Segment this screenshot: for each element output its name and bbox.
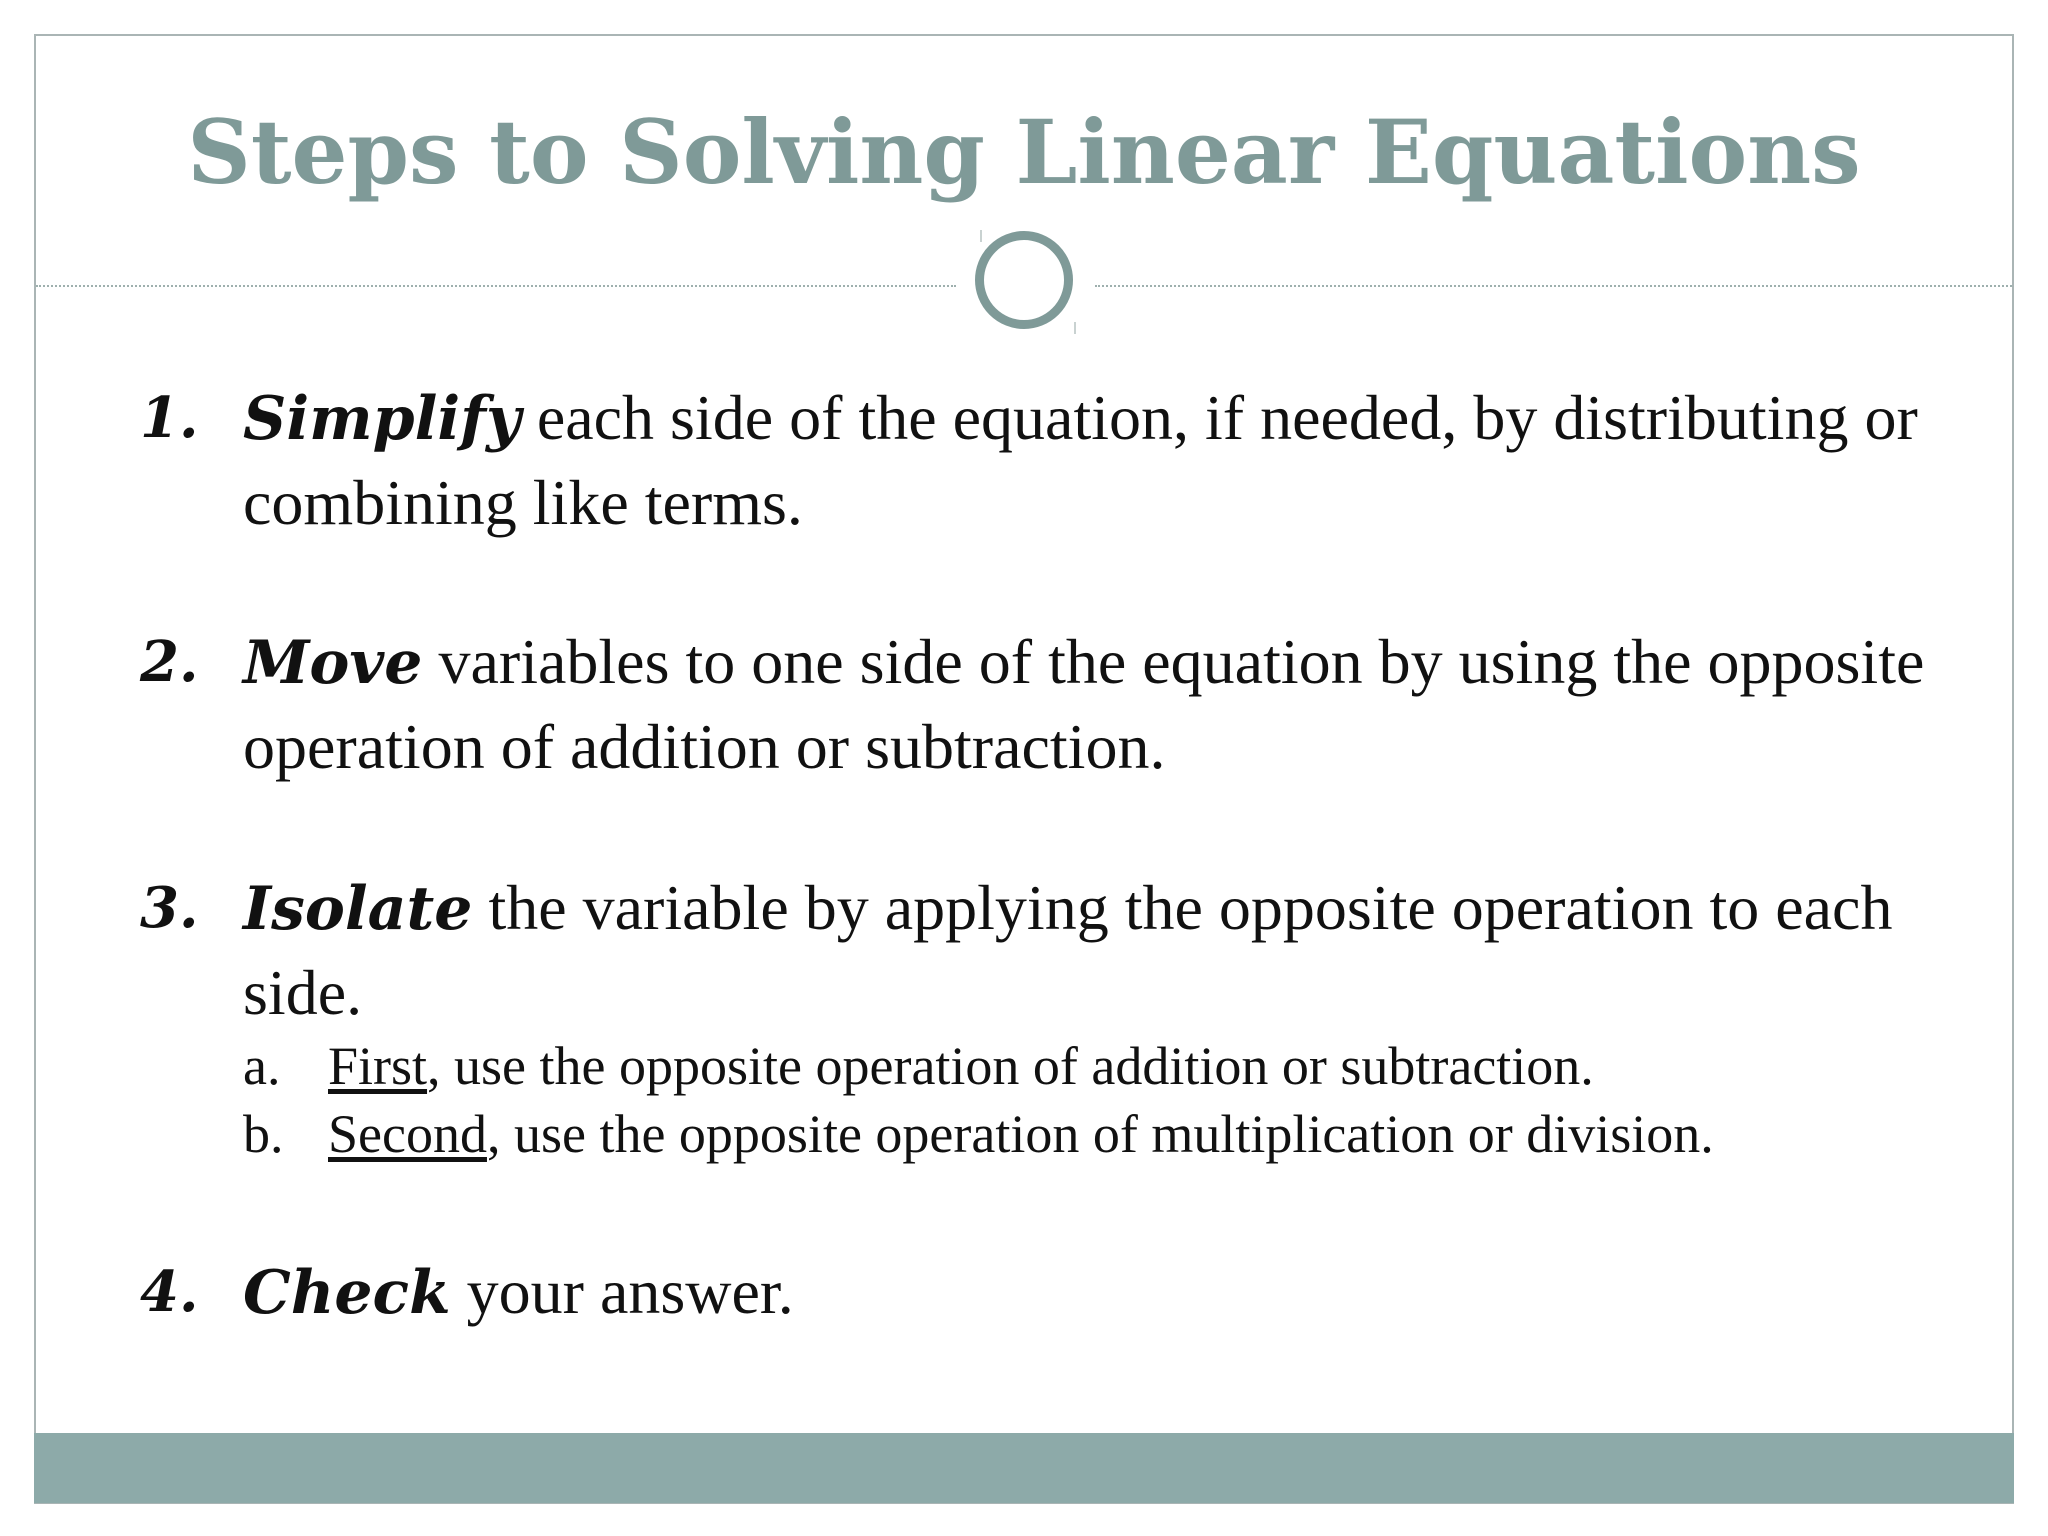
sub-step-letter: a. — [243, 1036, 281, 1096]
step-keyword: Simplify — [243, 384, 521, 454]
title-divider-left — [36, 285, 956, 287]
title-divider-right — [1095, 285, 2012, 287]
step-keyword: Isolate — [243, 874, 473, 944]
step-text: the variable by applying the opposite operation to each side. — [243, 872, 1893, 1028]
sub-step-keyword: First — [328, 1036, 428, 1096]
step-3 — [140, 866, 1940, 1035]
step-text: variables to one side of the equation by using the opposite operation of addition or subtraction. — [243, 626, 1925, 782]
step-number: 2. — [140, 629, 199, 695]
step-body — [243, 376, 1940, 545]
circle-ornament-icon — [975, 231, 1073, 329]
step-number: 4. — [140, 1259, 199, 1325]
step-text: each side of the equation, if needed, by distributing or combining like terms. — [243, 382, 1918, 538]
step-number: 3. — [140, 875, 199, 941]
sub-step-b — [243, 1101, 1714, 1167]
sub-step-keyword: Second — [328, 1104, 487, 1164]
step-2 — [140, 620, 1940, 789]
sub-step-letter: b. — [243, 1104, 284, 1164]
step-number: 1. — [140, 385, 199, 451]
step-body — [243, 620, 1940, 789]
sub-step-text: , use the opposite operation of addition or subtraction. — [427, 1036, 1594, 1096]
sub-step-text: , use the opposite operation of multiplication or division. — [486, 1104, 1714, 1164]
step-4 — [140, 1250, 1940, 1335]
step-body — [243, 866, 1940, 1035]
divider-tick-mark — [1074, 322, 1076, 334]
footer-accent-bar — [34, 1433, 2014, 1503]
sub-step-a — [243, 1033, 1594, 1099]
step-1 — [140, 376, 1940, 545]
step-body — [243, 1250, 1940, 1335]
step-keyword: Check — [243, 1258, 451, 1328]
slide-title: Steps to Solving Linear Equations — [187, 100, 1861, 204]
step-text: your answer. — [450, 1256, 794, 1327]
divider-tick-mark — [980, 230, 982, 242]
step-keyword: Move — [243, 628, 423, 698]
